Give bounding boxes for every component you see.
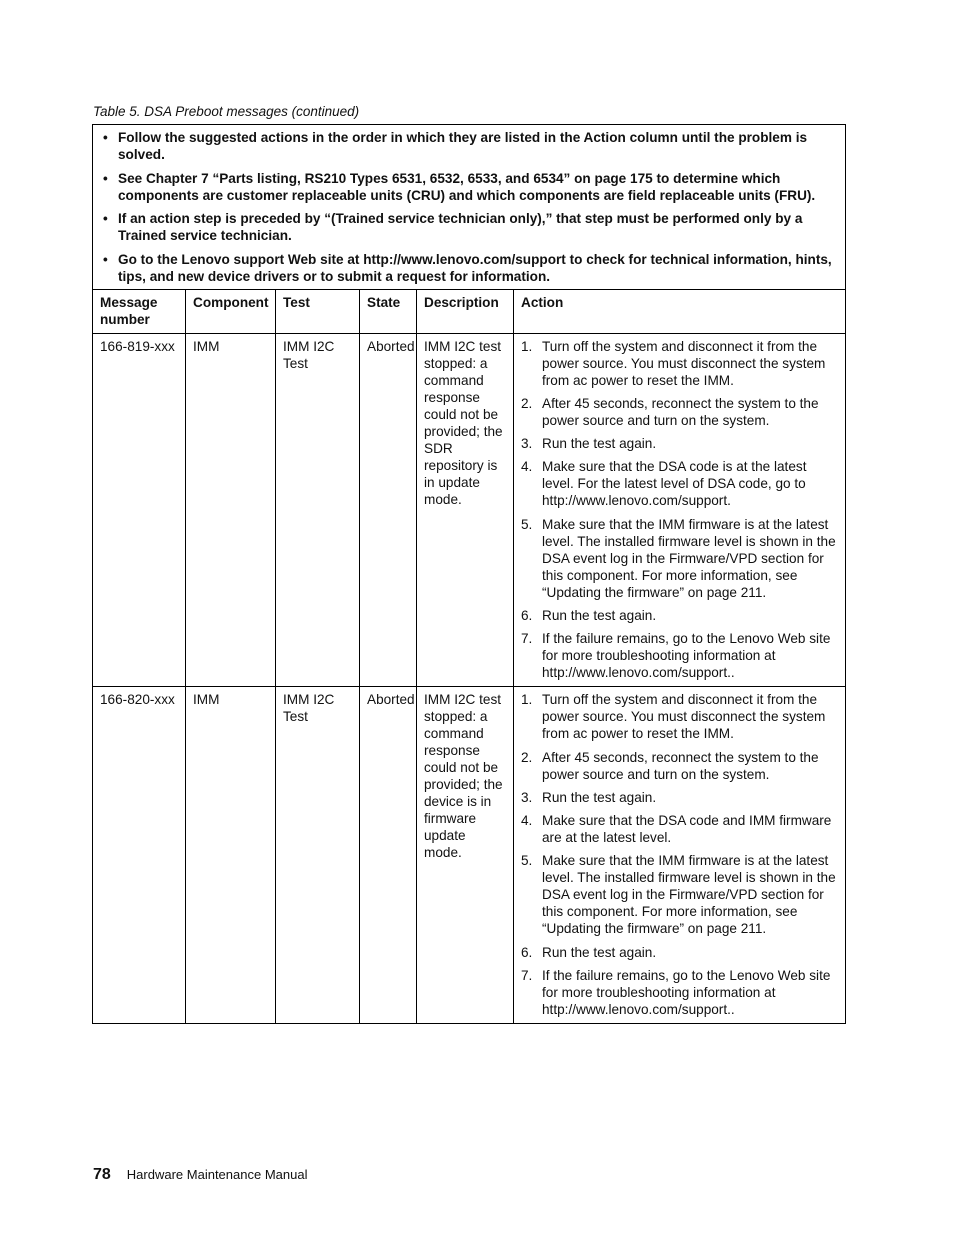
action-step <box>521 789 838 806</box>
step-text: Turn off the system and disconnect it from the power source. You must disconnect the system from ac power to reset the IMM. <box>542 692 826 742</box>
action-step <box>521 395 838 429</box>
description-text: IMM I2C test stopped: a command response could not be provided; the device is in firmware update mode. <box>424 692 503 861</box>
test-cell: IMM I2C Test <box>276 687 360 1024</box>
step-number: 2. <box>521 395 533 411</box>
page-footer <box>93 1166 307 1184</box>
note-item: • Follow the suggested actions in the order in which they are listed in the Action column until the problem is solved. <box>101 129 837 163</box>
manual-title: Hardware Maintenance Manual <box>126 1167 308 1182</box>
step-number: 5. <box>521 853 533 869</box>
table-row <box>93 687 846 1024</box>
step-number: 7. <box>521 631 533 647</box>
step-text: Run the test again. <box>542 436 657 452</box>
step-number: 3. <box>521 436 533 452</box>
test-cell: IMM I2C Test <box>276 333 360 687</box>
page-number: 78 <box>93 1166 111 1183</box>
step-text: After 45 seconds, reconnect the system to the power source and turn on the system. <box>542 749 819 782</box>
header-action: Action <box>514 289 846 333</box>
step-text: Make sure that the IMM firmware is at the latest level. The installed firmware level is shown in the DSA event log in the Firmware/VPD section for this component. For more information, see “Updating the firmware” on page 211. <box>542 853 836 937</box>
notes-list <box>101 129 837 285</box>
table-caption: Table 5. DSA Preboot messages (continued) <box>93 104 360 119</box>
action-step <box>521 435 838 452</box>
description-text: IMM I2C test stopped: a command response could not be provided; the SDR repository is in update mode. <box>424 338 503 507</box>
step-text: Turn off the system and disconnect it from the power source. You must disconnect the system from ac power to reset the IMM. <box>542 338 826 388</box>
notes-cell <box>93 125 846 290</box>
header-state: State <box>360 289 417 333</box>
state-cell: Aborted <box>360 687 417 1024</box>
step-number: 4. <box>521 813 533 829</box>
description-cell <box>417 333 514 687</box>
action-step <box>521 630 838 681</box>
step-number: 1. <box>521 692 533 708</box>
step-text: If the failure remains, go to the Lenovo Web site for more troubleshooting information at http://www.lenovo.com/support.. <box>542 631 831 681</box>
step-text: Run the test again. <box>542 944 657 960</box>
action-step <box>521 852 838 937</box>
step-text: Make sure that the IMM firmware is at the latest level. The installed firmware level is shown in the DSA event log in the Firmware/VPD section for this component. For more information, see “Updating the firmware” on page 211. <box>542 516 836 600</box>
step-text: Make sure that the DSA code is at the latest level. For the latest level of DSA code, go to http://www.lenovo.com/support. <box>542 459 807 509</box>
step-number: 2. <box>521 749 533 765</box>
step-text: Run the test again. <box>542 607 657 623</box>
step-text: Make sure that the DSA code and IMM firmware are at the latest level. <box>542 813 832 846</box>
header-row <box>93 289 846 333</box>
component-cell: IMM <box>186 687 276 1024</box>
header-description: Description <box>417 289 514 333</box>
note-item: • See Chapter 7 “Parts listing, RS210 Types 6531, 6532, 6533, and 6534” on page 175 to determine which components are customer replaceable units (CRU) and which components are field replaceable units (FRU). <box>101 170 837 204</box>
action-step <box>521 812 838 846</box>
step-number: 1. <box>521 338 533 354</box>
state-cell: Aborted <box>360 333 417 687</box>
note-item: • If an action step is preceded by “(Trained service technician only),” that step must be performed only by a Trained service technician. <box>101 210 837 244</box>
component-cell: IMM <box>186 333 276 687</box>
action-step <box>521 944 838 961</box>
action-step <box>521 516 838 601</box>
step-text: If the failure remains, go to the Lenovo Web site for more troubleshooting information at http://www.lenovo.com/support.. <box>542 968 831 1018</box>
step-number: 7. <box>521 968 533 984</box>
action-step <box>521 607 838 624</box>
action-cell <box>514 687 846 1024</box>
step-number: 5. <box>521 516 533 532</box>
action-cell <box>514 333 846 687</box>
message-number-cell: 166-819-xxx <box>93 333 186 687</box>
table-row <box>93 333 846 687</box>
action-step <box>521 338 838 389</box>
step-number: 6. <box>521 607 533 623</box>
notes-row <box>93 125 846 290</box>
header-message-number: Message number <box>93 289 186 333</box>
description-cell <box>417 687 514 1024</box>
action-step <box>521 749 838 783</box>
action-step <box>521 458 838 509</box>
step-number: 6. <box>521 944 533 960</box>
note-item: • Go to the Lenovo support Web site at http://www.lenovo.com/support to check for technical information, hints, tips, and new device drivers or to submit a request for information. <box>101 251 837 285</box>
action-step <box>521 967 838 1018</box>
header-component: Component <box>186 289 276 333</box>
message-number-cell: 166-820-xxx <box>93 687 186 1024</box>
step-number: 3. <box>521 789 533 805</box>
header-test: Test <box>276 289 360 333</box>
step-text: Run the test again. <box>542 789 657 805</box>
action-step <box>521 691 838 742</box>
action-steps <box>521 338 838 682</box>
step-text: After 45 seconds, reconnect the system to the power source and turn on the system. <box>542 395 819 428</box>
action-steps <box>521 691 838 1018</box>
step-number: 4. <box>521 459 533 475</box>
dsa-preboot-table <box>92 124 846 1024</box>
